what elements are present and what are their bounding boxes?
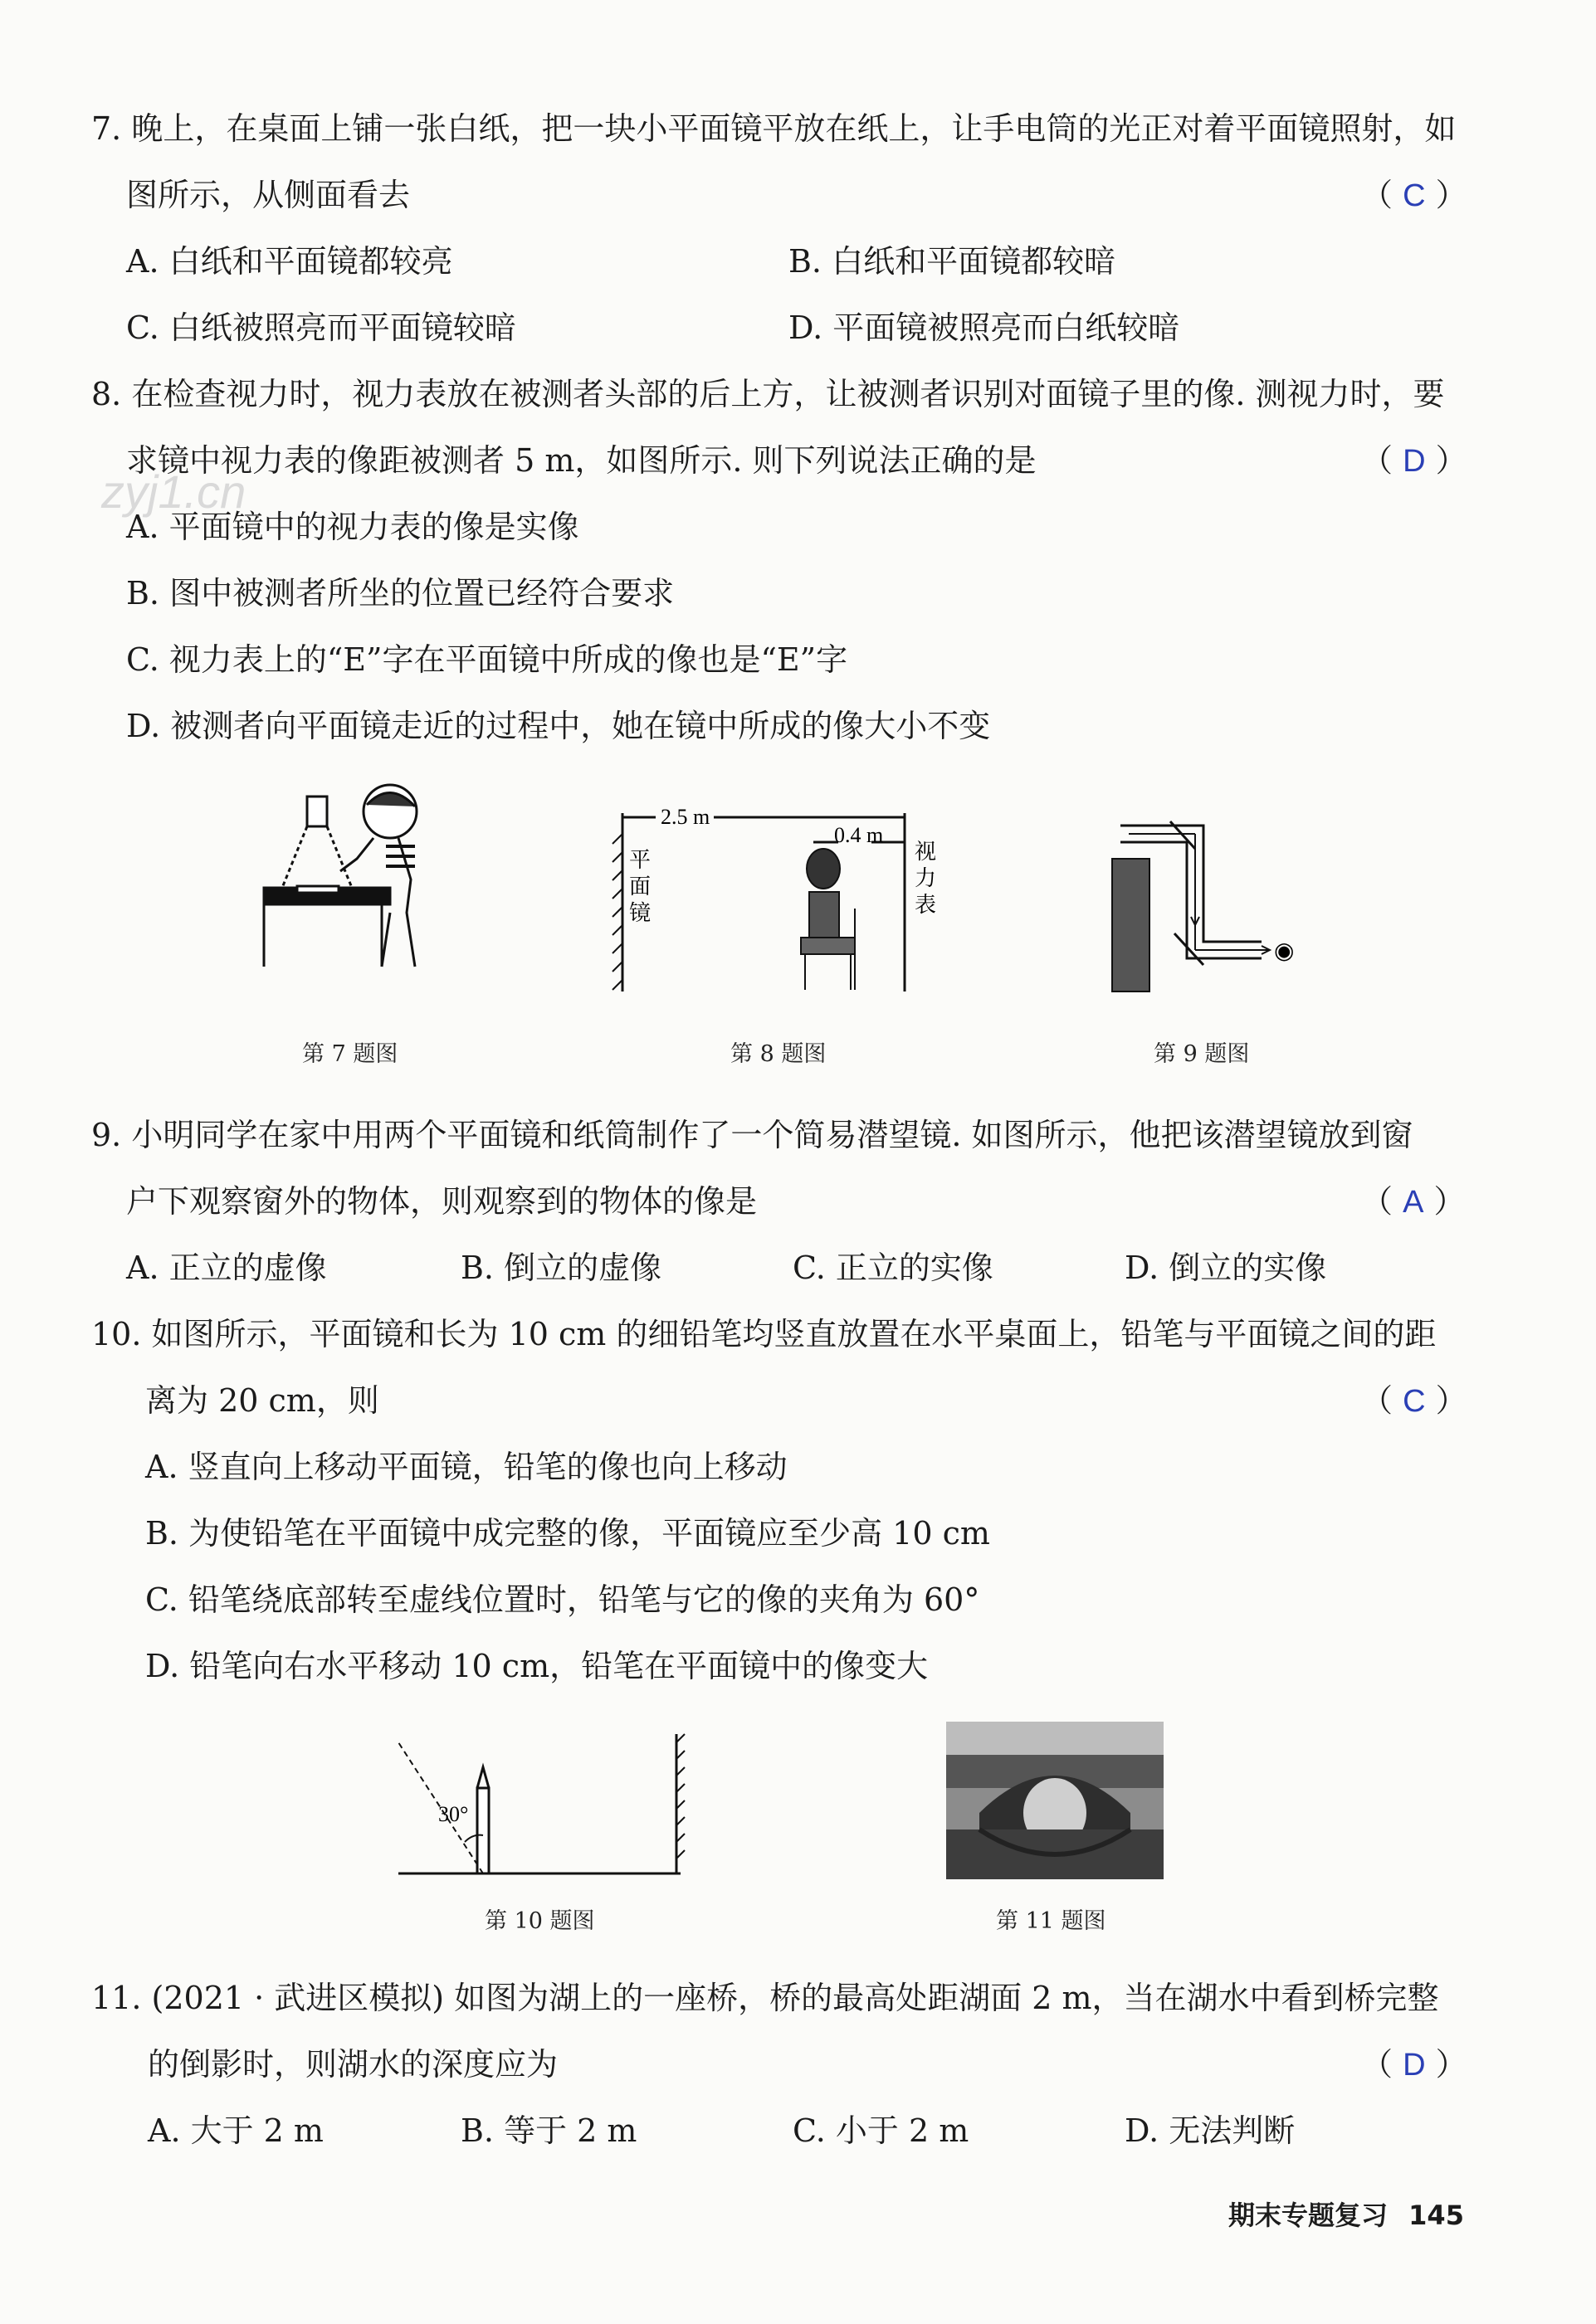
q9-option-d: D. 倒立的实像 — [1125, 1250, 1327, 1286]
q8-option-d: D. 被测者向平面镜走近的过程中，她在镜中所成的像大小不变 — [126, 708, 991, 744]
q7-option-a: A. 白纸和平面镜都较亮 — [126, 243, 453, 280]
q10-option-c: C. 铅笔绕底部转至虚线位置时，铅笔与它的像的夹角为 60° — [145, 1581, 980, 1618]
q8-option-c: C. 视力表上的“E”字在平面镜中所成的像也是“E”字 — [126, 641, 848, 678]
q11-option-d: D. 无法判断 — [1125, 2112, 1296, 2149]
q10-line2: 离为 20 cm，则 — [145, 1382, 379, 1419]
fig10-pencil-mirror-diagram — [390, 1726, 689, 1883]
fig8-distance-2-5m: 2.5 m — [661, 805, 710, 829]
q11-option-c: C. 小于 2 m — [793, 2112, 969, 2149]
q7-answer-letter: C — [1403, 178, 1426, 213]
fig11-bridge-photo — [946, 1722, 1164, 1879]
q10-answer-letter: C — [1403, 1384, 1426, 1419]
watermark: zyj1.cn — [101, 465, 246, 518]
fig8-mirror-char-2: 面 — [629, 875, 652, 899]
q7-option-b: B. 白纸和平面镜都较暗 — [788, 243, 1116, 280]
fig9-periscope-diagram — [1104, 817, 1320, 1004]
fig9-eye-icon: ◉ — [1274, 937, 1295, 964]
q8-option-a: A. 平面镜中的视力表的像是实像 — [126, 509, 579, 545]
page-number: 145 — [1408, 2200, 1464, 2231]
q9-answer-letter: A — [1403, 1185, 1424, 1220]
q10-line1: 10. 如图所示，平面镜和长为 10 cm 的细铅笔均竖直放置在水平桌面上，铅笔与平面镜之间的距 — [91, 1316, 1437, 1352]
q10-option-d: D. 铅笔向右水平移动 10 cm，铅笔在平面镜中的像变大 — [145, 1648, 929, 1684]
q10-option-b: B. 为使铅笔在平面镜中成完整的像，平面镜应至少高 10 cm — [145, 1515, 990, 1552]
q9-line2: 户下观察窗外的物体，则观察到的物体的像是 — [126, 1183, 758, 1220]
q11-option-a: A. 大于 2 m — [148, 2112, 324, 2149]
q8-answer-letter: D — [1403, 444, 1426, 479]
q7-option-d: D. 平面镜被照亮而白纸较暗 — [788, 309, 1180, 346]
fig7-flashlight-illustration — [249, 780, 465, 987]
footer-section-title: 期末专题复习 — [1228, 2200, 1389, 2231]
q9-option-b: B. 倒立的虚像 — [461, 1250, 662, 1286]
fig8-chart-char-2: 力 — [915, 866, 937, 891]
fig8-chart-char-1: 视 — [915, 840, 937, 865]
q10-answer: （ C ） — [1361, 1382, 1467, 1419]
fig8-mirror-char-1: 平 — [629, 848, 652, 873]
fig8-caption: 第 8 题图 — [730, 1041, 827, 1067]
fig8-chart-char-3: 表 — [915, 893, 937, 918]
fig11-caption: 第 11 题图 — [996, 1908, 1106, 1934]
q8-line2: 求镜中视力表的像距被测者 5 m，如图所示. 则下列说法正确的是 — [126, 442, 1037, 479]
q9-answer: （ A ） — [1361, 1183, 1466, 1220]
q11-answer: （ D ） — [1361, 2046, 1467, 2083]
q7-line1: 7. 晚上，在桌面上铺一张白纸，把一块小平面镜平放在纸上，让手电筒的光正对着平面镜照射，如 — [91, 110, 1457, 147]
q11-answer-letter: D — [1403, 2048, 1426, 2083]
q7-option-c: C. 白纸被照亮而平面镜较暗 — [126, 309, 516, 346]
fig9-caption: 第 9 题图 — [1154, 1041, 1250, 1067]
fig7-caption: 第 7 题图 — [302, 1041, 398, 1067]
q8-option-b: B. 图中被测者所坐的位置已经符合要求 — [126, 575, 675, 611]
fig8-distance-0-4m: 0.4 m — [834, 823, 884, 847]
q11-line1: 11. (2021 · 武进区模拟) 如图为湖上的一座桥，桥的最高处距湖面 2 m，当在湖水中看到桥完整 — [91, 1980, 1439, 2016]
fig10-angle-label: 30° — [438, 1802, 469, 1826]
q9-option-a: A. 正立的虚像 — [126, 1250, 327, 1286]
fig8-eye-test-diagram — [606, 801, 954, 1004]
q9-line1: 9. 小明同学在家中用两个平面镜和纸筒制作了一个简易潜望镜. 如图所示，他把该潜望镜放到窗 — [91, 1117, 1413, 1153]
q7-line2: 图所示，从侧面看去 — [126, 177, 411, 213]
q7-answer: （ C ） — [1361, 177, 1467, 213]
fig8-mirror-char-3: 镜 — [629, 901, 652, 926]
q8-answer: （ D ） — [1361, 442, 1467, 479]
q11-line2: 的倒影时，则湖水的深度应为 — [148, 2046, 559, 2083]
fig10-caption: 第 10 题图 — [485, 1908, 595, 1934]
q11-option-b: B. 等于 2 m — [461, 2112, 637, 2149]
q8-line1: 8. 在检查视力时，视力表放在被测者头部的后上方，让被测者识别对面镜子里的像. 测视力时，要 — [91, 376, 1445, 412]
q10-option-a: A. 竖直向上移动平面镜，铅笔的像也向上移动 — [145, 1449, 788, 1485]
footer — [1228, 2195, 1464, 2233]
q9-option-c: C. 正立的实像 — [793, 1250, 993, 1286]
